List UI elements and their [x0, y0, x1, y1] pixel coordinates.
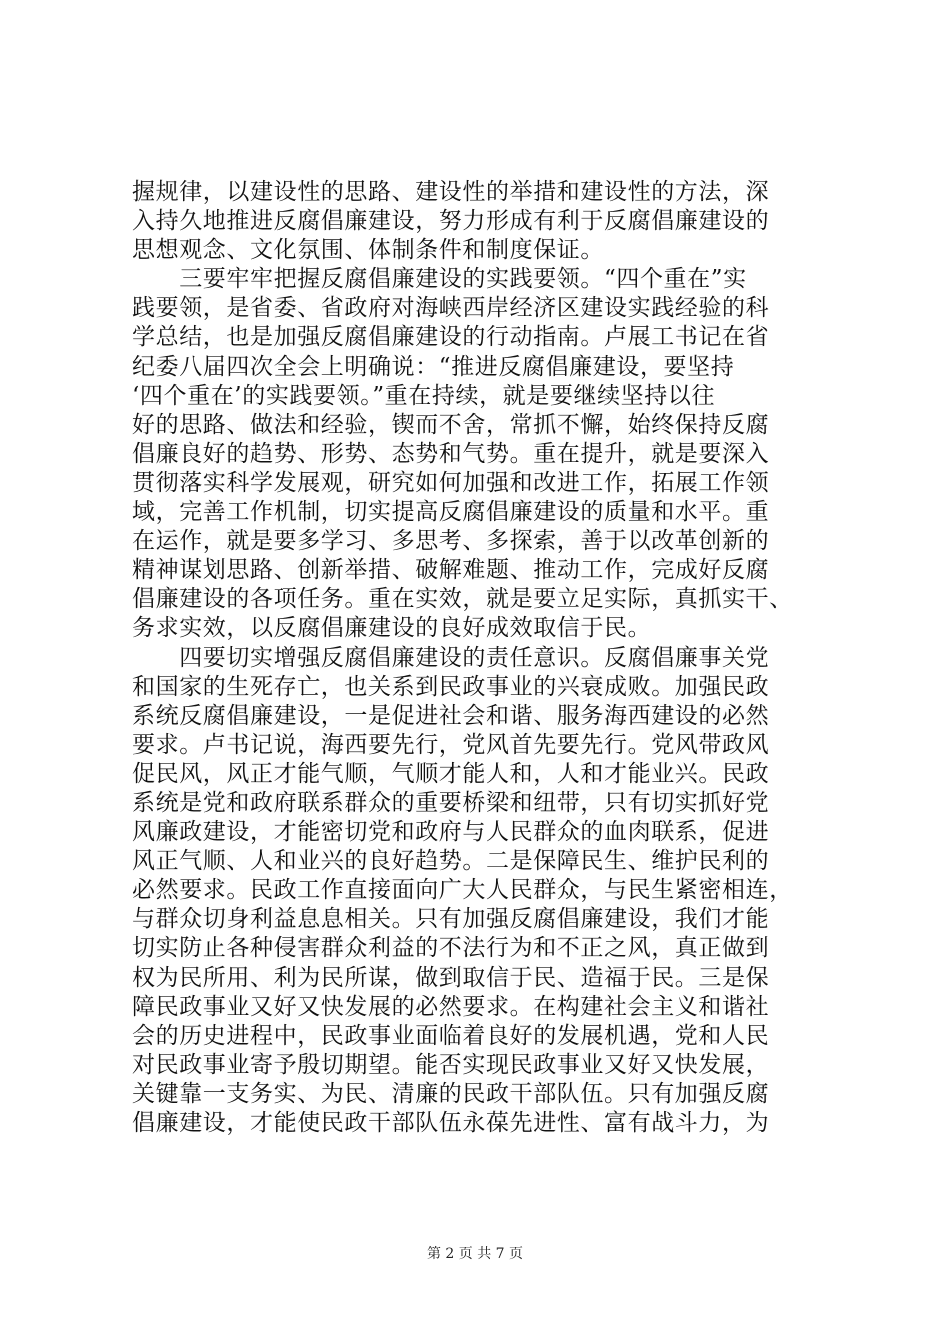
text-line: 系统是党和政府联系群众的重要桥梁和纽带，只有切实抓好党 — [132, 789, 770, 816]
text-line: 域，完善工作机制，切实提高反腐倡廉建设的质量和水平。重 — [132, 499, 770, 526]
text-line: 握规律，以建设性的思路、建设性的举措和建设性的方法，深 — [132, 179, 770, 205]
document-body — [132, 178, 832, 1138]
text-line: 四要切实增强反腐倡廉建设的责任意识。反腐倡廉事关党 — [132, 644, 770, 671]
text-line: 好的思路、做法和经验，锲而不舍，常抓不懈，始终保持反腐 — [132, 411, 770, 438]
text-line: 对民政事业寄予殷切期望。能否实现民政事业又好又快发展， — [132, 1051, 770, 1078]
text-line: 倡廉良好的趋势、形势、态势和气势。重在提升，就是要深入 — [132, 440, 770, 467]
text-line: 障民政事业又好又快发展的必然要求。在构建社会主义和谐社 — [132, 993, 770, 1020]
text-line: 倡廉建设，才能使民政干部队伍永葆先进性、富有战斗力，为 — [132, 1110, 770, 1136]
text-line: 权为民所用、利为民所谋，做到取信于民、造福于民。三是保 — [132, 964, 770, 991]
text-line: 三要牢牢把握反腐倡廉建设的实践要领。“四个重在”实 — [132, 266, 747, 293]
text-line: 风廉政建设，才能密切党和政府与人民群众的血肉联系，促进 — [132, 819, 770, 846]
text-line: 促民风，风正才能气顺，气顺才能人和，人和才能业兴。民政 — [132, 760, 770, 787]
text-line: 在运作，就是要多学习、多思考、多探索，善于以改革创新的 — [132, 528, 770, 555]
page-footer: 第 2 页 共 7 页 — [426, 1246, 524, 1262]
text-line: 必然要求。民政工作直接面向广大人民群众，与民生紧密相连， — [132, 877, 793, 904]
text-line: 与群众切身利益息息相关。只有加强反腐倡廉建设，我们才能 — [132, 906, 770, 933]
text-line: 和国家的生死存亡，也关系到民政事业的兴衰成败。加强民政 — [132, 673, 770, 700]
text-line: 系统反腐倡廉建设，一是促进社会和谐、服务海西建设的必然 — [132, 702, 770, 729]
text-line: ‘四个重在’的实践要领。”重在持续，就是要继续坚持以往 — [132, 382, 716, 409]
text-line: 关键靠一支务实、为民、清廉的民政干部队伍。只有加强反腐 — [132, 1080, 770, 1107]
text-line: 践要领，是省委、省政府对海峡西岸经济区建设实践经验的科 — [132, 295, 770, 322]
text-line: 学总结，也是加强反腐倡廉建设的行动指南。卢展工书记在省 — [132, 324, 770, 351]
text-line: 倡廉建设的各项任务。重在实效，就是要立足实际，真抓实干、 — [132, 586, 793, 613]
text-line: 会的历史进程中，民政事业面临着良好的发展机遇，党和人民 — [132, 1022, 770, 1049]
text-line: 风正气顺、人和业兴的良好趋势。二是保障民生、维护民利的 — [132, 848, 770, 875]
text-line: 务求实效，以反腐倡廉建设的良好成效取信于民。 — [132, 615, 652, 642]
text-line: 纪委八届四次全会上明确说：“推进反腐倡廉建设，要坚持 — [132, 353, 735, 380]
text-line: 思想观念、文化氛围、体制条件和制度保证。 — [132, 237, 604, 264]
text-line: 要求。卢书记说，海西要先行，党风首先要先行。党风带政风 — [132, 731, 770, 758]
text-line: 贯彻落实科学发展观，研究如何加强和改进工作，拓展工作领 — [132, 469, 770, 496]
text-line: 入持久地推进反腐倡廉建设，努力形成有利于反腐倡廉建设的 — [132, 208, 770, 235]
text-line: 精神谋划思路、创新举措、破解难题、推动工作，完成好反腐 — [132, 557, 770, 584]
text-line: 切实防止各种侵害群众利益的不法行为和不正之风，真正做到 — [132, 935, 770, 962]
